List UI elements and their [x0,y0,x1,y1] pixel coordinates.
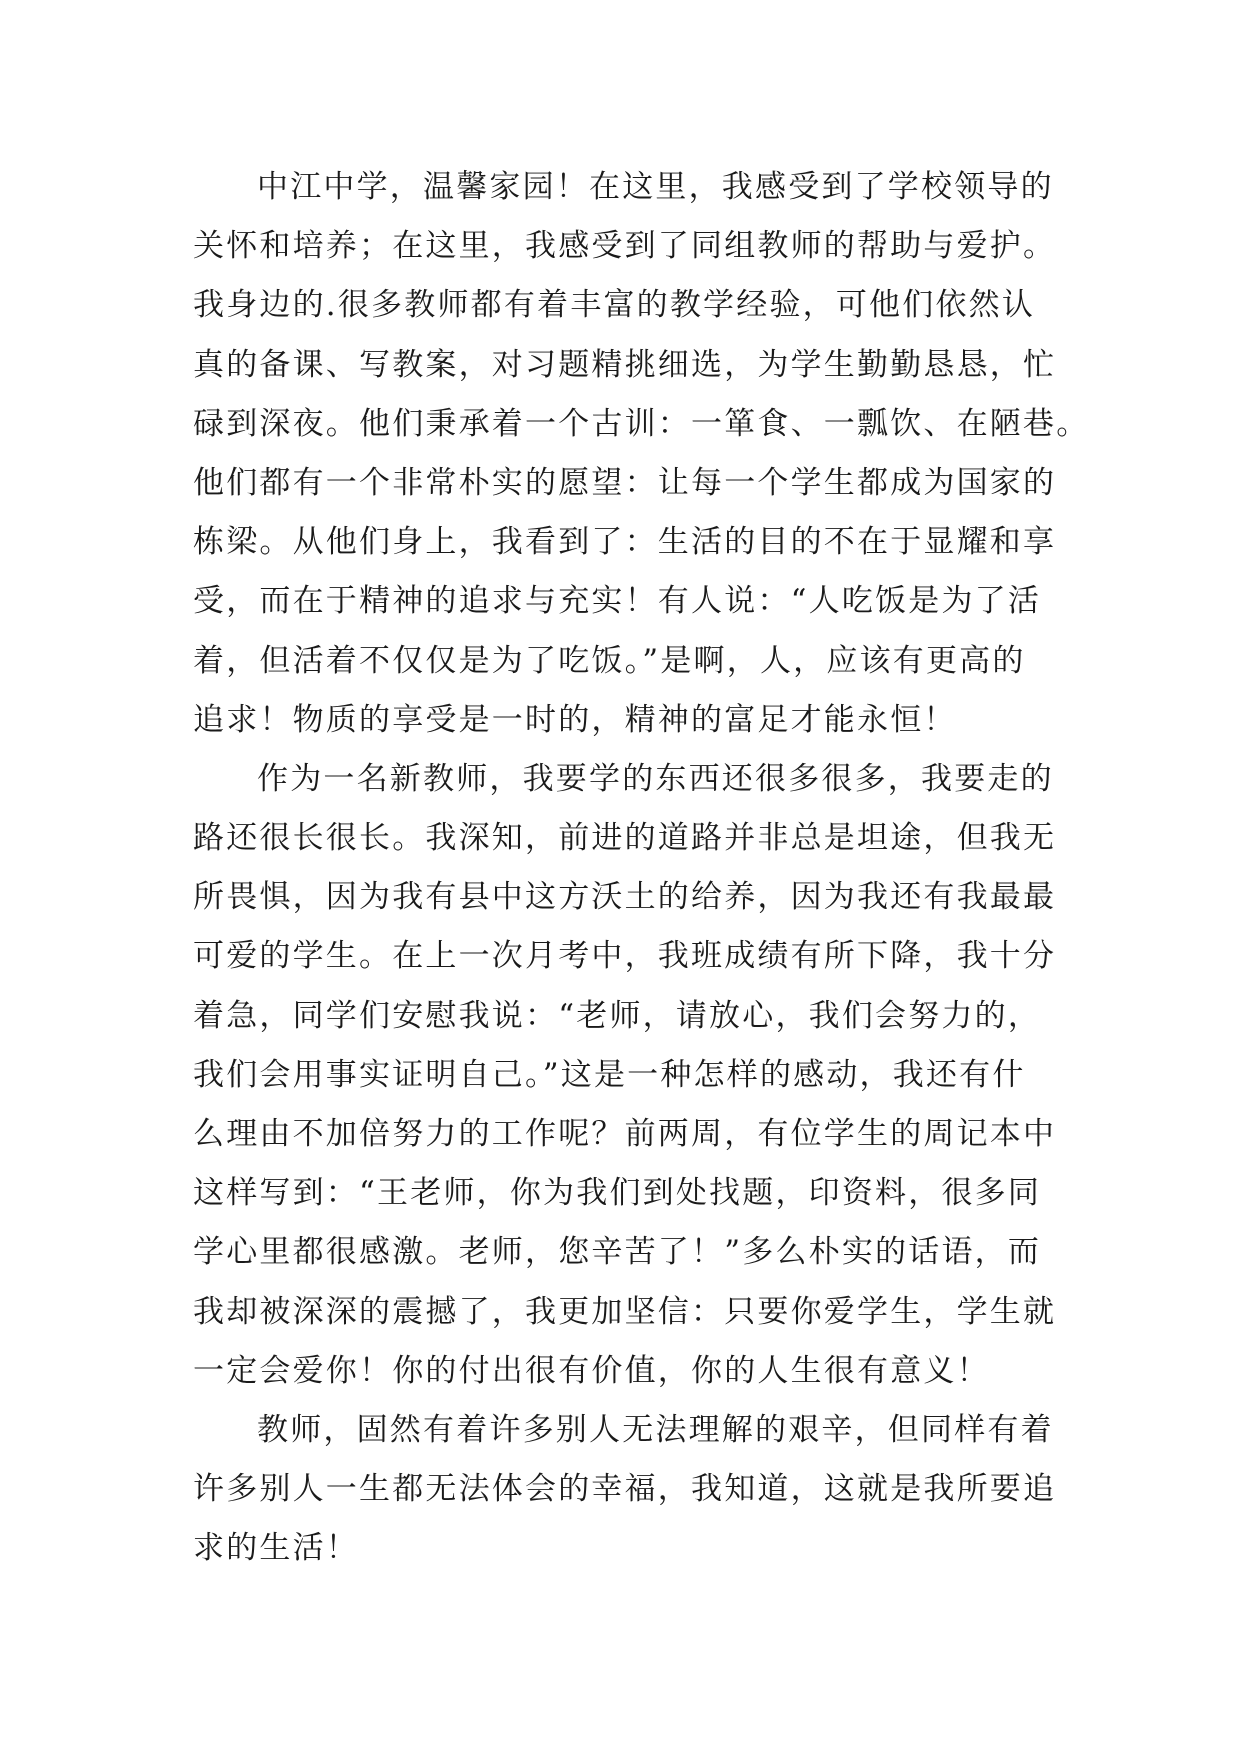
text-line: 栋梁。从他们身上，我看到了：生活的目的不在于显耀和享 [193,524,1057,561]
paragraph-1 [193,158,1090,750]
text-line: 着急，同学们安慰我说：“老师，请放心，我们会努力的， [193,997,1042,1034]
text-line: 这样写到：“王老师，你为我们到处找题，印资料，很多同 [193,1175,1042,1212]
text-line: 中江中学，温馨家园！在这里，我感受到了学校领导的 [257,169,1054,205]
text-line: 求的生活！ [193,1530,359,1567]
text-line: 学心里都很感激。老师，您辛苦了！”多么朴实的话语，而 [193,1234,1042,1271]
text-line: 一定会爱你！你的付出很有价值，你的人生很有意义！ [193,1352,990,1389]
text-line: 受，而在于精神的追求与充实！有人说：“人吃饭是为了活 [193,583,1042,620]
text-line: 教师，固然有着许多别人无法理解的艰辛，但同样有着 [257,1411,1054,1448]
body-text [193,158,1090,1579]
text-line: 我们会用事实证明自己。”这是一种怎样的感动，我还有什 [193,1056,1026,1093]
text-line: 么理由不加倍努力的工作呢？前两周，有位学生的周记本中 [193,1116,1057,1152]
text-line: 碌到深夜。他们秉承着一个古训：一箪食、一瓢饮、在陋巷。 [193,405,1090,442]
text-line: 真的备课、写教案，对习题精挑细选，为学生勤勤恳恳，忙 [193,346,1057,383]
paragraph-3 [193,1401,1073,1579]
text-line: 可爱的学生。在上一次月考中，我班成绩有所下降，我十分 [193,938,1057,975]
text-line: 我身边的.很多教师都有着丰富的教学经验，可他们依然认 [193,287,1036,324]
text-line: 追求！物质的享受是一时的，精神的富足才能永恒！ [193,701,957,738]
text-line: 关怀和培养；在这里，我感受到了同组教师的帮助与爱护。 [193,228,1057,265]
paragraph-2 [193,750,1073,1401]
text-line: 着，但活着不仅仅是为了吃饭。”是啊，人，应该有更高的 [193,642,1026,679]
text-line: 作为一名新教师，我要学的东西还很多很多，我要走的 [257,760,1054,797]
text-line: 所畏惧，因为我有县中这方沃土的给养，因为我还有我最最 [193,879,1057,916]
text-line: 许多别人一生都无法体会的幸福，我知道，这就是我所要追 [193,1471,1057,1508]
text-line: 我却被深深的震撼了，我更加坚信：只要你爱学生，学生就 [193,1293,1057,1330]
text-line: 路还很长很长。我深知，前进的道路并非总是坦途，但我无 [193,820,1057,857]
text-line: 他们都有一个非常朴实的愿望：让每一个学生都成为国家的 [193,464,1057,501]
